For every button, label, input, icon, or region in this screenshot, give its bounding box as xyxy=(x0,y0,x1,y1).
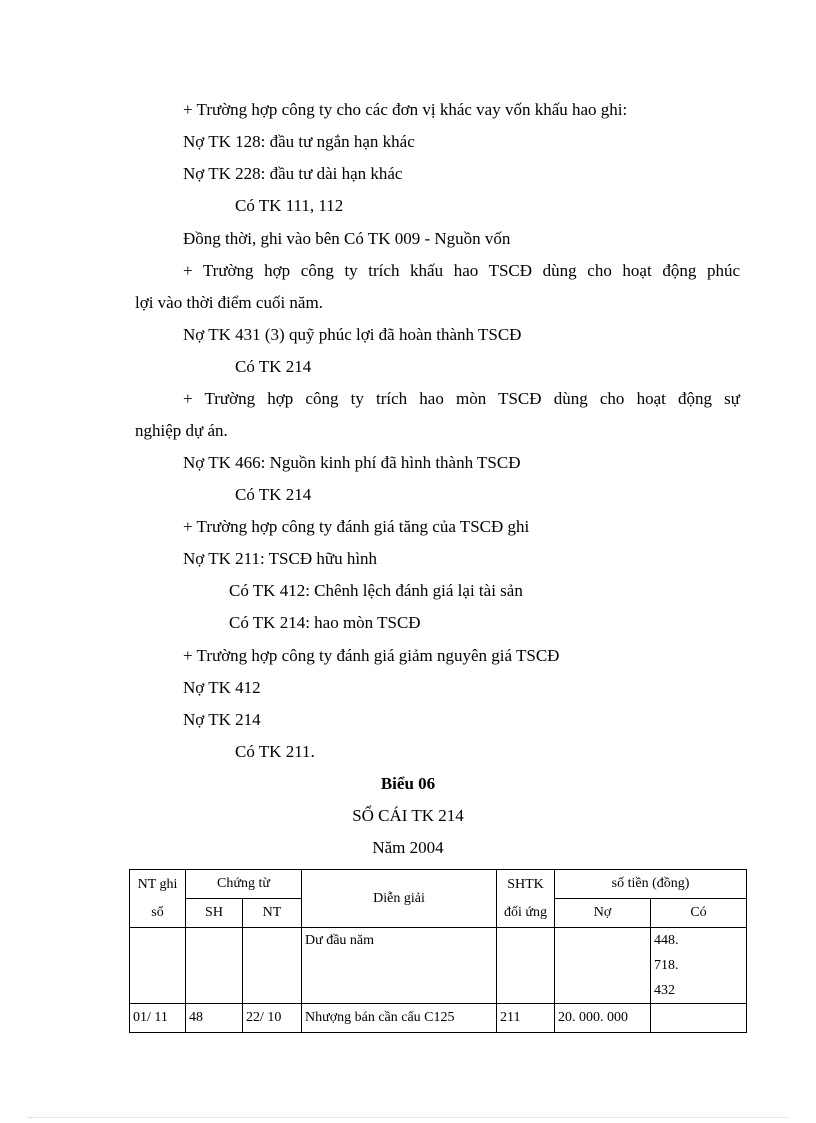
entry-credit-214-c: Có TK 214: hao mòn TSCĐ xyxy=(229,613,421,632)
cell-no xyxy=(555,928,651,1004)
header-chung-tu: Chứng từ xyxy=(186,870,302,899)
ledger-year: Năm 2004 xyxy=(372,838,444,857)
entry-debit-214: Nợ TK 214 xyxy=(183,710,261,729)
header-shtk: SHTK đối ứng xyxy=(497,870,555,928)
entry-debit-128: Nợ TK 128: đầu tư ngắn hạn khác xyxy=(183,132,415,151)
paragraph-case-revaluation-up: + Trường hợp công ty đánh giá tăng của TSCĐ ghi xyxy=(183,517,530,536)
ledger-table xyxy=(129,869,747,1033)
entry-credit-111-112: Có TK 111, 112 xyxy=(235,196,344,215)
entry-credit-412: Có TK 412: Chênh lệch đánh giá lại tài sản xyxy=(229,581,523,600)
cell-co xyxy=(651,1004,747,1033)
paragraph-case-lending: + Trường hợp công ty cho các đơn vị khác vay vốn khấu hao ghi: xyxy=(183,100,628,119)
cell-shtk: 211 xyxy=(497,1004,555,1033)
header-nt-ghi-so: NT ghi sổ xyxy=(130,870,186,928)
paragraph-case-project-line1: + Trường hợp công ty trích hao mòn TSCĐ dùng cho hoạt động sự xyxy=(183,389,740,408)
paragraph-case-revaluation-down: + Trường hợp công ty đánh giá giảm nguyên giá TSCĐ xyxy=(183,646,560,665)
cell-nt xyxy=(130,928,186,1004)
entry-debit-211: Nợ TK 211: TSCĐ hữu hình xyxy=(183,549,378,568)
entry-credit-214-b: Có TK 214 xyxy=(235,485,312,504)
cell-no: 20. 000. 000 xyxy=(555,1004,651,1033)
cell-dien-giai: Dư đầu năm xyxy=(302,928,497,1004)
header-sh: SH xyxy=(186,899,243,928)
paragraph-simultaneous: Đồng thời, ghi vào bên Có TK 009 - Nguồn vốn xyxy=(183,229,511,248)
cell-shtk xyxy=(497,928,555,1004)
cell-nt: 01/ 11 xyxy=(130,1004,186,1033)
entry-debit-412: Nợ TK 412 xyxy=(183,678,261,697)
cell-dien-giai: Nhượng bán cần cẩu C125 xyxy=(302,1004,497,1033)
cell-co: 448. 718. 432 xyxy=(651,928,747,1004)
table-row xyxy=(130,1004,747,1033)
exhibit-label: Biểu 06 xyxy=(380,774,436,793)
cell-sh xyxy=(186,928,243,1004)
header-nt: NT xyxy=(243,899,302,928)
table-row xyxy=(130,928,747,1004)
header-dien-giai: Diễn giải xyxy=(302,870,497,928)
entry-credit-214-a: Có TK 214 xyxy=(235,357,312,376)
entry-credit-211: Có TK 211. xyxy=(235,742,315,761)
entry-debit-228: Nợ TK 228: đầu tư dài hạn khác xyxy=(183,164,403,183)
page-bottom-divider xyxy=(28,1117,788,1118)
cell-sh: 48 xyxy=(186,1004,243,1033)
header-so-tien: số tiền (đồng) xyxy=(555,870,747,899)
paragraph-case-welfare-line2: lợi vào thời điểm cuối năm. xyxy=(135,293,323,312)
paragraph-case-welfare-line1: + Trường hợp công ty trích khấu hao TSCĐ dùng cho hoạt động phúc xyxy=(183,261,740,280)
header-no: Nợ xyxy=(555,899,651,928)
paragraph-case-project-line2: nghiệp dự án. xyxy=(135,421,228,440)
cell-nt2: 22/ 10 xyxy=(243,1004,302,1033)
entry-debit-431: Nợ TK 431 (3) quỹ phúc lợi đã hoàn thành TSCĐ xyxy=(183,325,522,344)
ledger-title: SỔ CÁI TK 214 xyxy=(352,806,464,825)
entry-debit-466: Nợ TK 466: Nguồn kinh phí đã hình thành TSCĐ xyxy=(183,453,521,472)
header-co: Có xyxy=(651,899,747,928)
cell-nt2 xyxy=(243,928,302,1004)
